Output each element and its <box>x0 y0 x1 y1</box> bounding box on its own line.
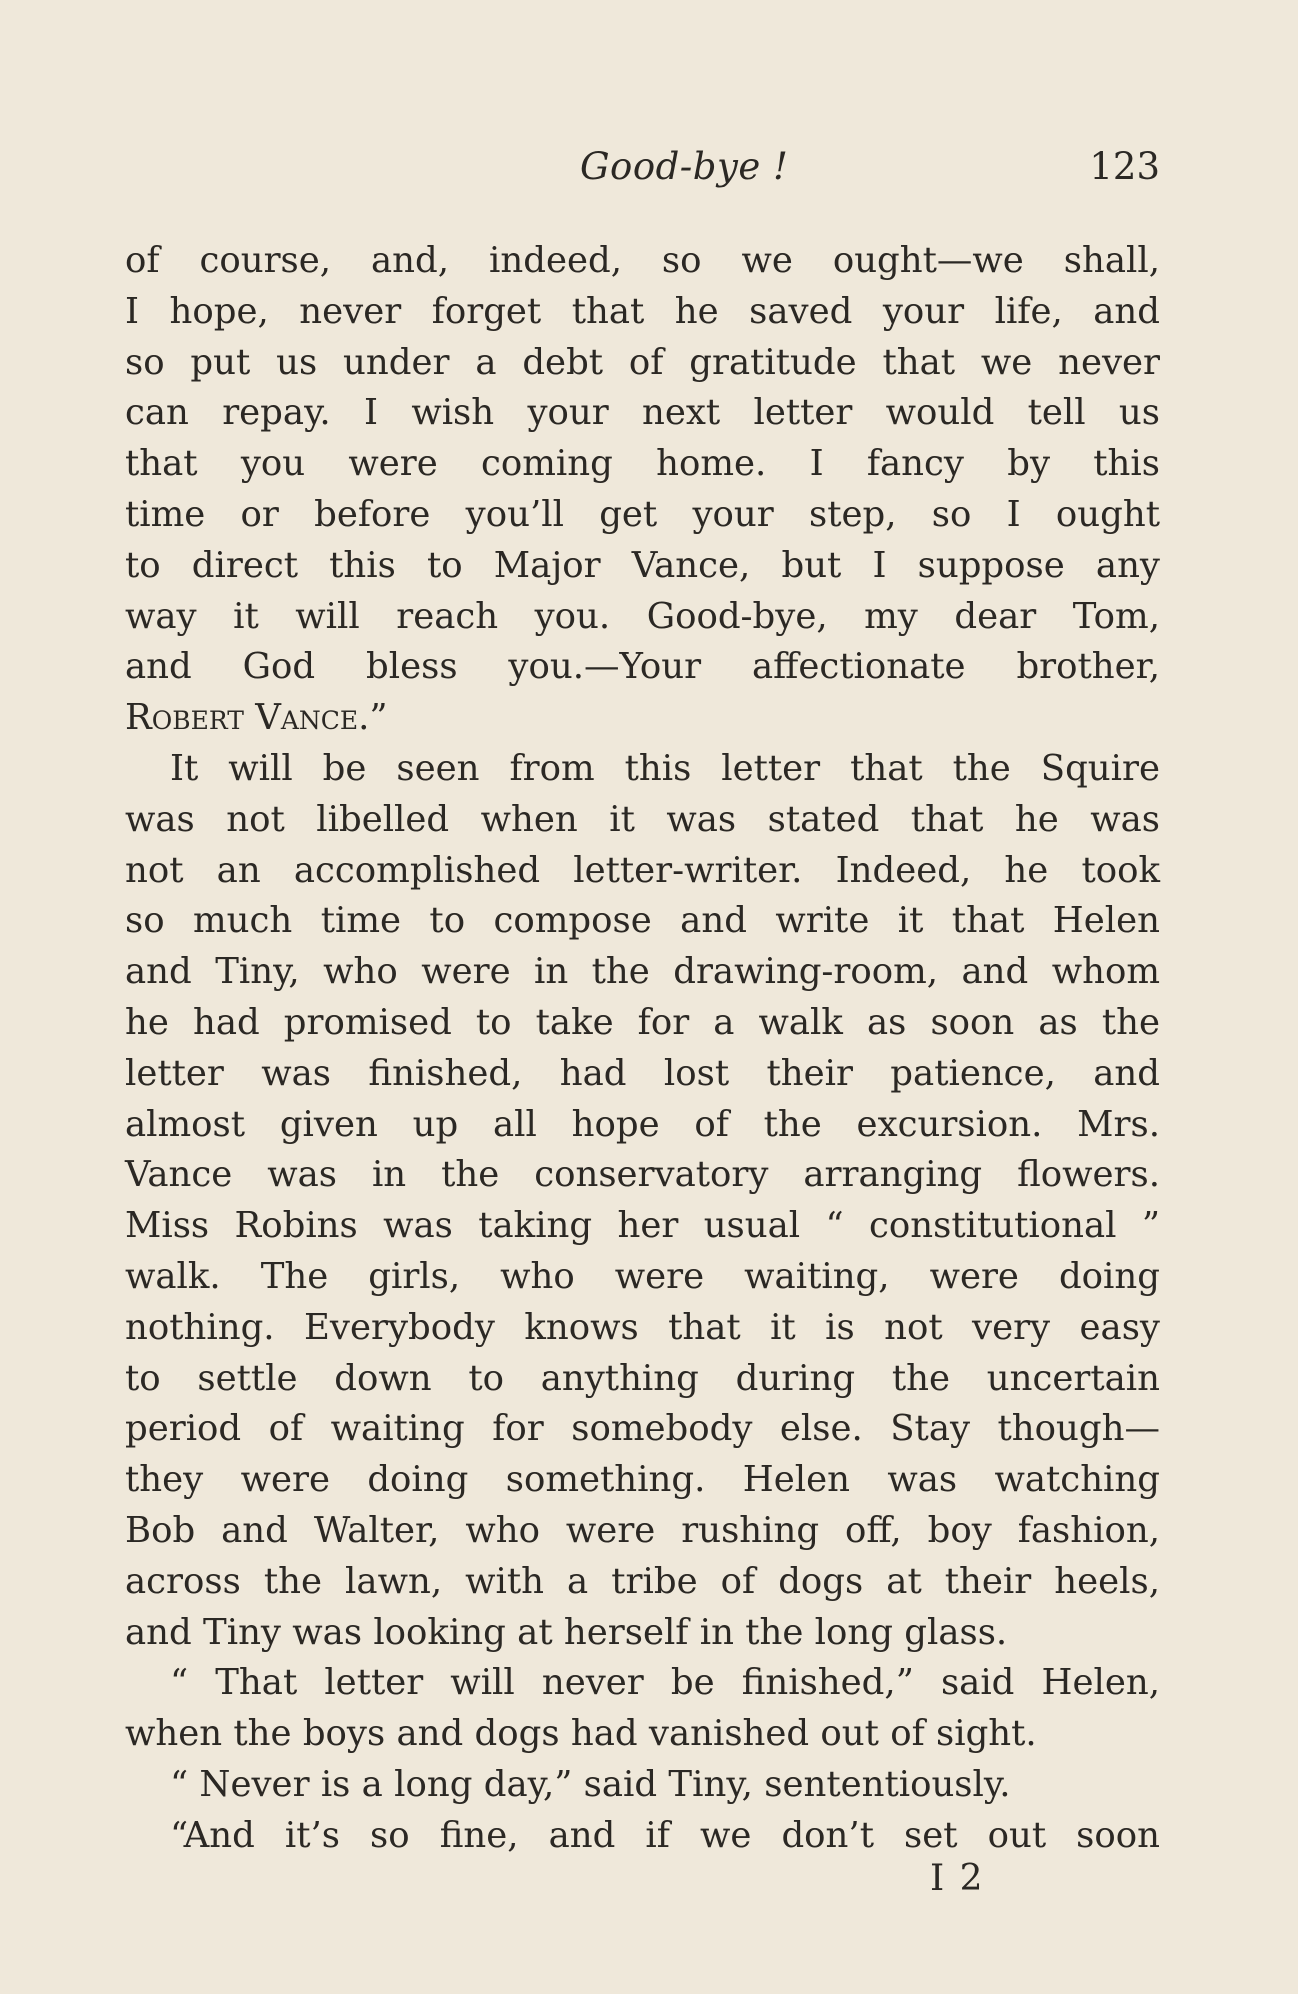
text-line: “ That letter will never be finished,” said Helen, <box>170 1662 1160 1704</box>
text-line: It will be seen from this letter that the Squire <box>170 747 1160 789</box>
text-line: was not libelled when it was stated that he was <box>125 798 1160 840</box>
text-line: way it will reach you. Good-bye, my dear Tom, <box>125 595 1160 637</box>
chapter-title: Good-bye ! <box>580 145 789 188</box>
text-line: letter was finished, had lost their patience, and <box>125 1052 1160 1094</box>
text-line: and God bless you.—Your affectionate brother, <box>125 646 1160 688</box>
printer-signature-mark: I 2 <box>930 1858 985 1899</box>
text-line: I hope, never forget that he saved your life, and <box>125 290 1160 332</box>
text-line: and Tiny was looking at herself in the long glass. <box>125 1611 1008 1653</box>
text-line: “ Never is a long day,” said Tiny, sententiously. <box>170 1763 1011 1805</box>
page-number: 123 <box>1089 145 1160 188</box>
text-line: across the lawn, with a tribe of dogs at their heels, <box>125 1560 1160 1602</box>
text-line: to direct this to Major Vance, but I suppose any <box>125 544 1160 586</box>
text-line: Bob and Walter, who were rushing off, boy fashion, <box>125 1509 1160 1551</box>
text-line: when the boys and dogs had vanished out of sight. <box>125 1713 1037 1755</box>
running-head <box>125 145 1160 195</box>
text-line: can repay. I wish your next letter would tell us <box>125 392 1160 434</box>
text-line: not an accomplished letter-writer. Indeed, he took <box>125 849 1160 891</box>
text-line: and Tiny, who were in the drawing-room, and whom <box>125 951 1160 993</box>
text-line: period of waiting for somebody else. Stay though— <box>125 1408 1160 1450</box>
text-line: they were doing something. Helen was watching <box>125 1459 1160 1501</box>
text-line: so much time to compose and write it that Helen <box>125 900 1160 942</box>
letter-signoff: Robert Vance.” <box>125 697 388 739</box>
text-line: of course, and, indeed, so we ought—we shall, <box>125 240 1160 281</box>
body-text <box>125 236 1160 1862</box>
text-line: “And it’s so fine, and if we don’t set out soon <box>170 1814 1160 1856</box>
text-line: he had promised to take for a walk as soon as the <box>125 1001 1160 1043</box>
text-line: walk. The girls, who were waiting, were doing <box>125 1255 1160 1297</box>
text-line: Miss Robins was taking her usual “ constitutional ” <box>125 1205 1160 1247</box>
text-line: to settle down to anything during the uncertain <box>125 1357 1160 1399</box>
text-line: Vance was in the conservatory arranging flowers. <box>125 1154 1160 1196</box>
text-line: so put us under a debt of gratitude that we never <box>125 341 1160 383</box>
text-line: nothing. Everybody knows that it is not very easy <box>125 1306 1160 1348</box>
text-line: almost given up all hope of the excursion. Mrs. <box>125 1103 1160 1145</box>
text-line: time or before you’ll get your step, so I ought <box>125 493 1160 535</box>
text-line: that you were coming home. I fancy by this <box>125 443 1160 485</box>
